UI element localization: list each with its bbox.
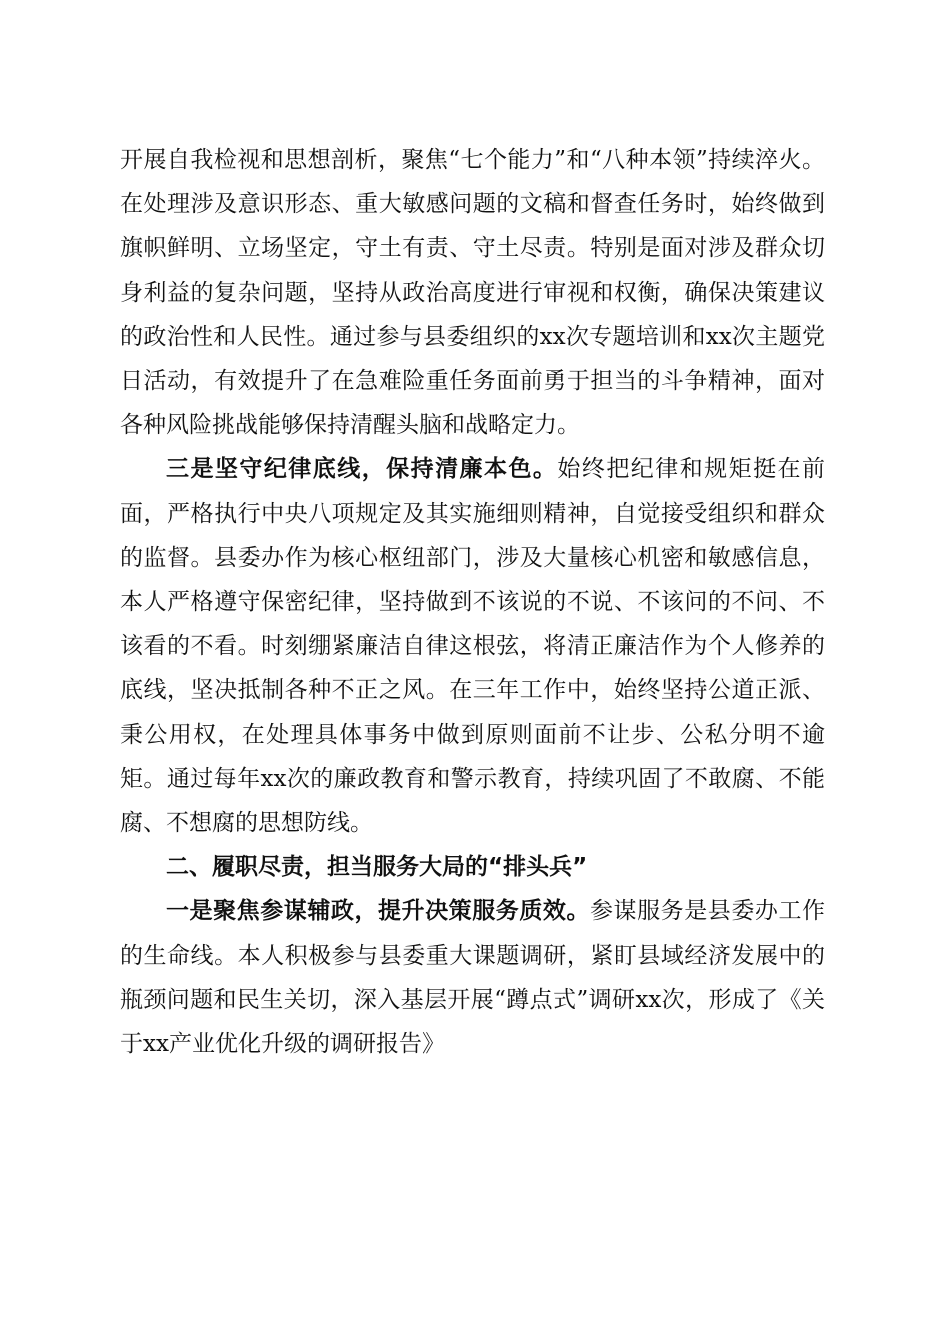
section-heading: 二、履职尽责，担当服务大局的“排头兵” xyxy=(166,854,588,881)
document-body xyxy=(120,138,825,1066)
paragraph-advisory-service xyxy=(120,889,825,1066)
paragraph-text: 参谋服务是县委办工作的生命线。本人积极参与县委重大课题调研，紧盯县域经济发展中的瓶颈问题和民生关切，深入基层开展“蹲点式”调研xx次，形成了《关于xx产业优化升级的调研报告》 xyxy=(120,898,826,1058)
paragraph-discipline xyxy=(120,447,825,845)
paragraph-lead: 三是坚守纪律底线，保持清廉本色。 xyxy=(166,456,558,483)
paragraph-text: 开展自我检视和思想剖析，聚焦“七个能力”和“八种本领”持续淬火。在处理涉及意识形态、重大敏感问题的文稿和督查任务时，始终做到旗帜鲜明、立场坚定，守土有责、守土尽责。特别是面对涉及群众切身利益的复杂问题，坚持从政治高度进行审视和权衡，确保决策建议的政治性和人民性。通过参与县委组织的xx次专题培训和xx次主题党日活动，有效提升了在急难险重任务面前勇于担当的斗争精神，面对各种风险挑战能够保持清醒头脑和战略定力。 xyxy=(120,147,825,439)
paragraph-text: 始终把纪律和规矩挺在前面，严格执行中央八项规定及其实施细则精神，自觉接受组织和群众的监督。县委办作为核心枢纽部门，涉及大量核心机密和敏感信息，本人严格遵守保密纪律，坚持做到不该说的不说、不该问的不问、不该看的不看。时刻绷紧廉洁自律这根弦，将清正廉洁作为个人修养的底线，坚决抵制各种不正之风。在三年工作中，始终坚持公道正派、秉公用权，在处理具体事务中做到原则面前不让步、公私分明不逾矩。通过每年xx次的廉政教育和警示教育，持续巩固了不敢腐、不能腐、不想腐的思想防线。 xyxy=(120,456,826,837)
paragraph-political-capability xyxy=(120,138,825,447)
paragraph-lead: 一是聚焦参谋辅政，提升决策服务质效。 xyxy=(166,898,590,925)
